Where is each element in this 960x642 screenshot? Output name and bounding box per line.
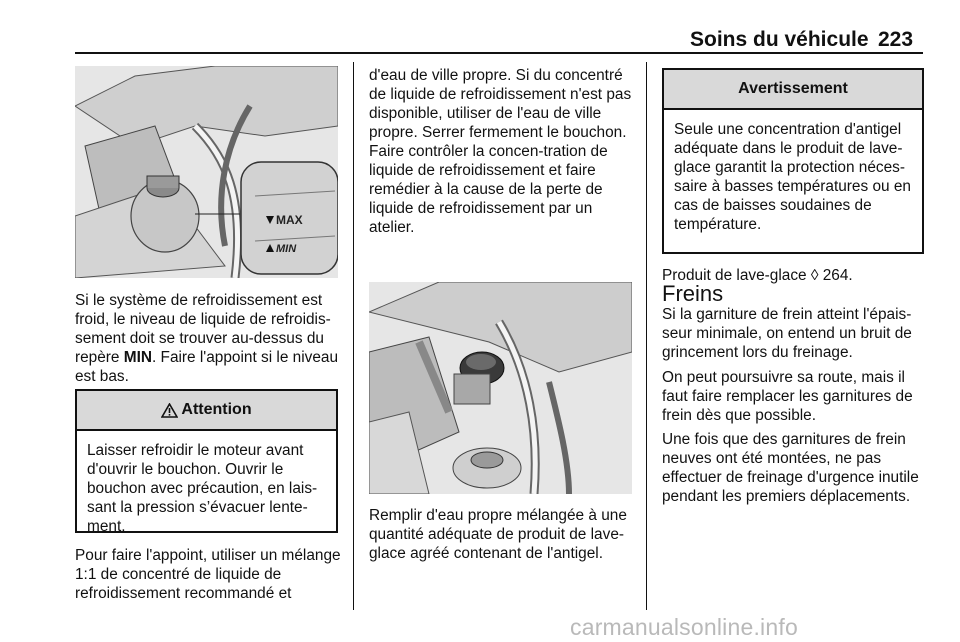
max-marker-label: MAX (276, 213, 303, 227)
warning-box-body: Seule une concentration d'antigel adéquate dans le produit de lave-glace garantit la protection néces-saire à basses températures ou en cas de baisses soudaines de température. (674, 121, 911, 233)
min-marker-label: MIN (276, 243, 297, 255)
brakes-paragraph-1: Si la garniture de frein atteint l'épais-seur minimale, on entend un bruit de grincement lors du freinage. (662, 306, 912, 361)
washer-illustration (369, 282, 632, 494)
brakes-heading: Freins (662, 281, 724, 306)
warning-triangle-icon (161, 403, 178, 418)
header-rule (75, 52, 923, 54)
warning-box-title: Avertissement (738, 80, 848, 97)
warning-box (662, 68, 924, 254)
attention-box-header (77, 391, 336, 431)
column-divider-1 (353, 62, 354, 610)
column-divider-2 (646, 62, 647, 610)
washer-reservoir-figure (369, 282, 632, 494)
washer-fluid-reference: Produit de lave-glace ◊ 264. (662, 267, 853, 284)
brakes-paragraph-2: On peut poursuivre sa route, mais il faut faire remplacer les garnitures de frein dès que possible. (662, 369, 913, 424)
page-title: Soins du véhicule (690, 28, 869, 51)
coolant-reservoir-figure (75, 66, 338, 278)
warning-box-header (664, 70, 922, 110)
brakes-paragraph-3: Une fois que des garnitures de frein neuves ont été montées, ne pas effectuer de freinage d'urgence inutile pendant les premiers déplacements. (662, 431, 919, 505)
coolant-level-paragraph: Si le système de refroidissement est froid, le niveau de liquide de refroidis-sement doit se trouver au-dessus du repère MIN. Faire l'appoint si le niveau est bas. (75, 292, 339, 385)
attention-box-body: Laisser refroidir le moteur avant d'ouvrir le bouchon. Ouvrir le bouchon avec précaution, en lais-sant la pression s’évacuer lente-ment. (87, 442, 318, 535)
attention-box (75, 389, 338, 533)
page-number: 223 (878, 28, 914, 51)
page-header (0, 0, 960, 62)
min-mark-label: MIN (123, 349, 152, 366)
watermark: carmanualsonline.info (570, 614, 798, 640)
tap-water-paragraph: d'eau de ville propre. Si du concentré de liquide de refroidissement n'est pas disponible, utiliser de l'eau de ville propre. Serrer fermement le bouchon. Faire contrôler la concen-tration de liquide de refroidissement et faire remédier à la cause de la perte de liquide de refroidissement par un atelier. (369, 67, 632, 236)
washer-fill-paragraph: Remplir d'eau propre mélangée à une quantité adéquate de produit de lave-glace agréé contenant de l'antigel. (369, 507, 627, 562)
attention-box-title: Attention (181, 401, 252, 418)
refill-mix-paragraph: Pour faire l'appoint, utiliser un mélange 1:1 de concentré de liquide de refroidissement recommandé et (75, 547, 341, 602)
coolant-illustration (75, 66, 338, 278)
